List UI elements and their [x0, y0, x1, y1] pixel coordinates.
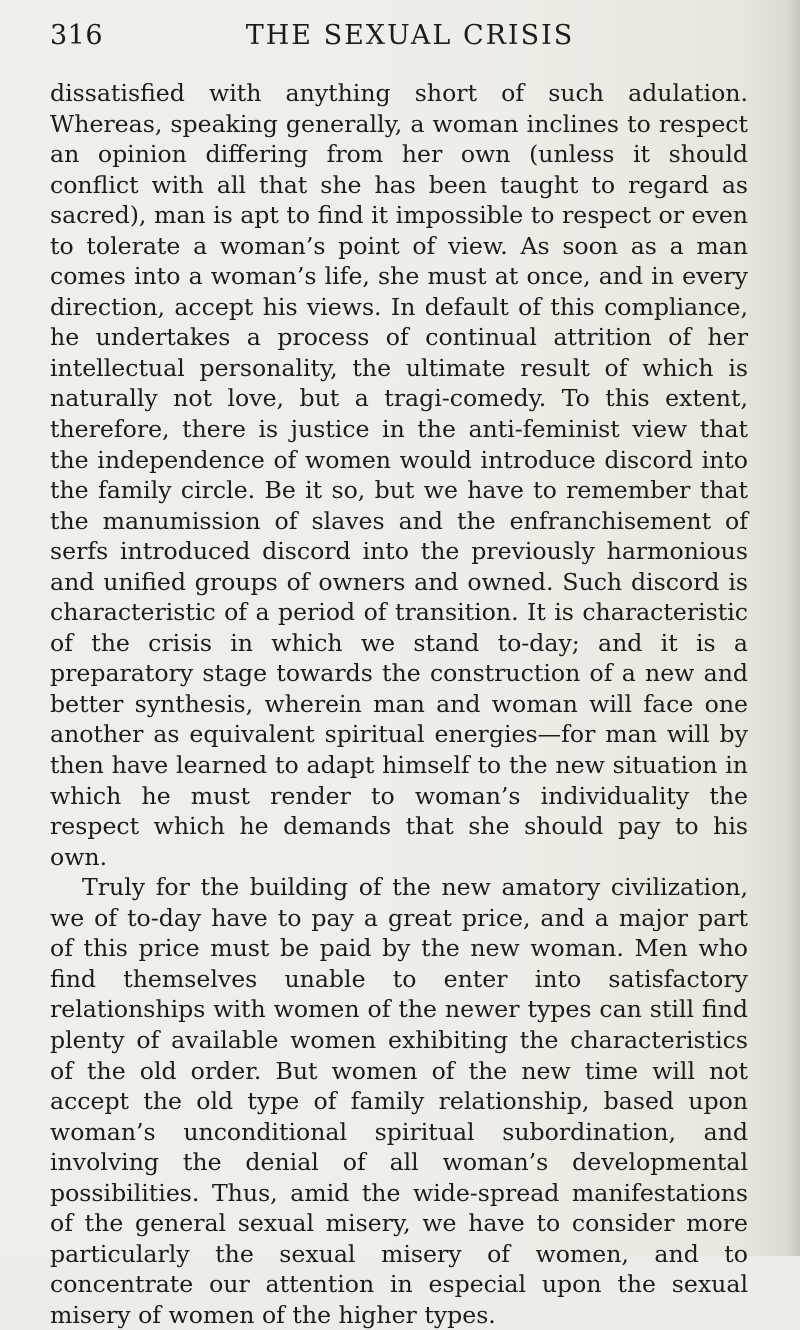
paragraph-1: dissatisfied with anything short of such adulation. Whereas, speaking generally, a woman inclines to respect an opinion differing from her own (unless it should conflict with all that she has been taught to regard as sacred), man is apt to find it impossible to respect or even to tolerate a woman’s point of view. As soon as a man comes into a woman’s life, she must at once, and in every direction, accept his views. In default of this compliance, he undertakes a process of continual attrition of her intellectual personality, the ultimate result of which is naturally not love, but a tragi-comedy. To this extent, therefore, there is justice in the anti-feminist view that the independence of women would introduce discord into the family circle. Be it so, but we have to remember that the manumission of slaves and the enfranchisement of serfs introduced discord into the previously harmonious and unified groups of owners and owned. Such discord is characteristic of a period of transition. It is characteristic of the crisis in which we stand to-day; and it is a preparatory stage towards the construction of a new and better synthesis, wherein man and woman will face one another as equivalent spiritual energies—for man will by then have learned to adapt himself to the new situation in which he must render to woman’s individuality the respect which he demands that she should pay to his own.: [50, 79, 748, 871]
page-edge-shadow: [786, 0, 800, 1256]
body-text: [50, 78, 748, 1330]
running-head: THE SEXUAL CRISIS: [245, 20, 575, 51]
page-number: 316: [50, 20, 104, 51]
paragraph-2: Truly for the building of the new amatory civilization, we of to-day have to pay a great price, and a major part of this price must be paid by the new woman. Men who find themselves unable to enter into satisfactory relationships with women of the newer types can still find plenty of available women exhibiting the characteristics of the old order. But women of the new time will not accept the old type of family relationship, based upon woman’s unconditional spiritual subordination, and involving the denial of all woman’s developmental possibilities. Thus, amid the wide-spread manifestations of the general sexual misery, we have to consider more particularly the sexual misery of women, and to concentrate our attention in especial upon the sexual misery of women of the higher types.: [50, 873, 748, 1329]
page-header: [50, 20, 740, 60]
